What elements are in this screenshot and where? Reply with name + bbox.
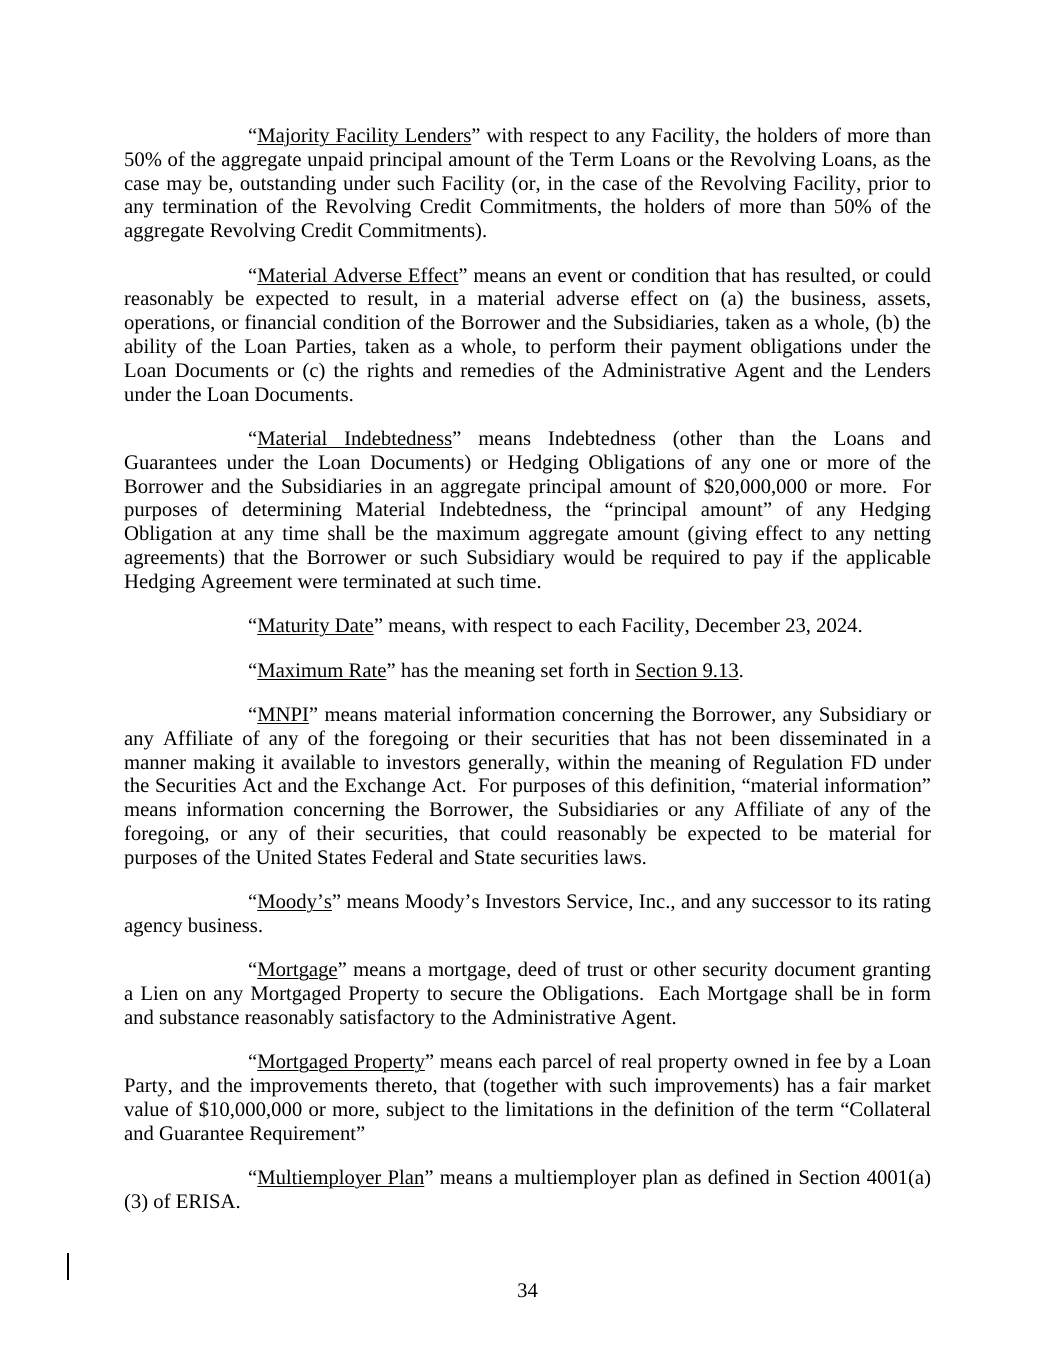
definition-multiemployer-plan [124,1167,931,1215]
revision-bar [67,1253,69,1280]
open-quote: “ [248,1167,258,1190]
defined-term: Maturity Date [257,615,374,638]
definition-text: ” has the meaning set forth in [386,659,636,682]
definition-maturity-date [124,615,931,639]
defined-term: Mortgaged Property [257,1051,425,1074]
definition-text: ” with respect to any Facility, the holders of more than 50% of the aggregate unpaid principal amount of the Term Loans or the Revolving Loans, as the case may be, outstanding under such Facility (or, in the case of the Revolving Facility, prior to any termination of the Revolving Credit Commitments, the holders of more than 50% of the aggregate Revolving Credit Commitments). [124,125,937,243]
definition-text: ” means an event or condition that has resulted, or could reasonably be expected to result, in a material adverse effect on (a) the business, assets, operations, or financial condition of the Borrower and the Subsidiaries, taken as a whole, (b) the ability of the Loan Parties, taken as a whole, to perform their payment obligations under the Loan Documents or (c) the rights and remedies of the Administrative Agent and the Lenders under the Loan Documents. [124,264,937,406]
definition-material-adverse-effect [124,264,937,408]
defined-term: Multiemployer Plan [257,1167,425,1190]
definition-mortgage [124,959,937,1030]
open-quote: “ [248,615,258,638]
definition-majority-facility-lenders [124,125,937,244]
definition-text: ” means Indebtedness (other than the Loans and Guarantees under the Loan Documents) or Hedging Obligations of any one or more of the Borrower and the Subsidiaries in an aggregate principal amount of $20,000,000 or more. For purposes of determining Material Indebtedness, the “principal amount” of any Hedging Obligation at any time shall be the maximum aggregate amount (giving effect to any netting agreements) that the Borrower or such Subsidiary would be required to pay if the applicable Hedging Agreement were terminated at such time. [124,427,937,593]
page-number: 34 [517,1280,538,1302]
open-quote: “ [248,659,258,682]
defined-term: Material Adverse Effect [257,264,459,287]
open-quote: “ [248,1051,258,1074]
open-quote: “ [248,703,258,726]
definition-text-tail: . [738,659,744,682]
section-reference: Section 9.13 [635,659,739,682]
defined-term: Material Indebtedness [257,427,453,450]
definitions-list [124,125,937,1235]
definition-maximum-rate [124,660,931,684]
defined-term: MNPI [257,703,309,726]
definition-mnpi [124,703,937,871]
open-quote: “ [248,125,258,147]
definition-text: ” means a mortgage, deed of trust or other security document granting a Lien on any Mortgaged Property to secure the Obligations. Each Mortgage shall be in form and substance reasonably satisfactory to the Administrative Agent. [124,959,937,1029]
open-quote: “ [248,891,258,914]
definition-text: ” means a multiemployer plan as defined in Section 4001(a)(3) of ERISA. [124,1167,931,1213]
open-quote: “ [248,427,258,450]
defined-term: Moody’s [257,891,332,914]
definition-text: ” means each parcel of real property owned in fee by a Loan Party, and the improvements thereto, that (together with such improvements) has a fair market value of $10,000,000 or more, subject to the limitations in the definition of the term “Collateral and Guarantee Requirement” [124,1051,937,1145]
open-quote: “ [248,959,258,982]
defined-term: Majority Facility Lenders [257,125,472,147]
definition-text: ” means Moody’s Investors Service, Inc., and any successor to its rating agency business. [124,891,937,937]
definition-text: ” means, with respect to each Facility, December 23, 2024. [373,615,863,638]
defined-term: Mortgage [257,959,338,982]
definition-text: ” means material information concerning the Borrower, any Subsidiary or any Affiliate of any of the foregoing or their securities that has not been disseminated in a manner making it available to investors generally, within the meaning of Regulation FD under the Securities Act and the Exchange Act. For purposes of this definition, “material information” means information concerning the Borrower, the Subsidiaries or any Affiliate of any of the foregoing, or any of their securities, that could reasonably be expected to be material for purposes of the United States Federal and State securities laws. [124,703,937,869]
definition-mortgaged-property [124,1051,937,1146]
definition-moodys [124,891,937,939]
defined-term: Maximum Rate [257,659,387,682]
definition-material-indebtedness [124,427,937,595]
open-quote: “ [248,264,258,287]
